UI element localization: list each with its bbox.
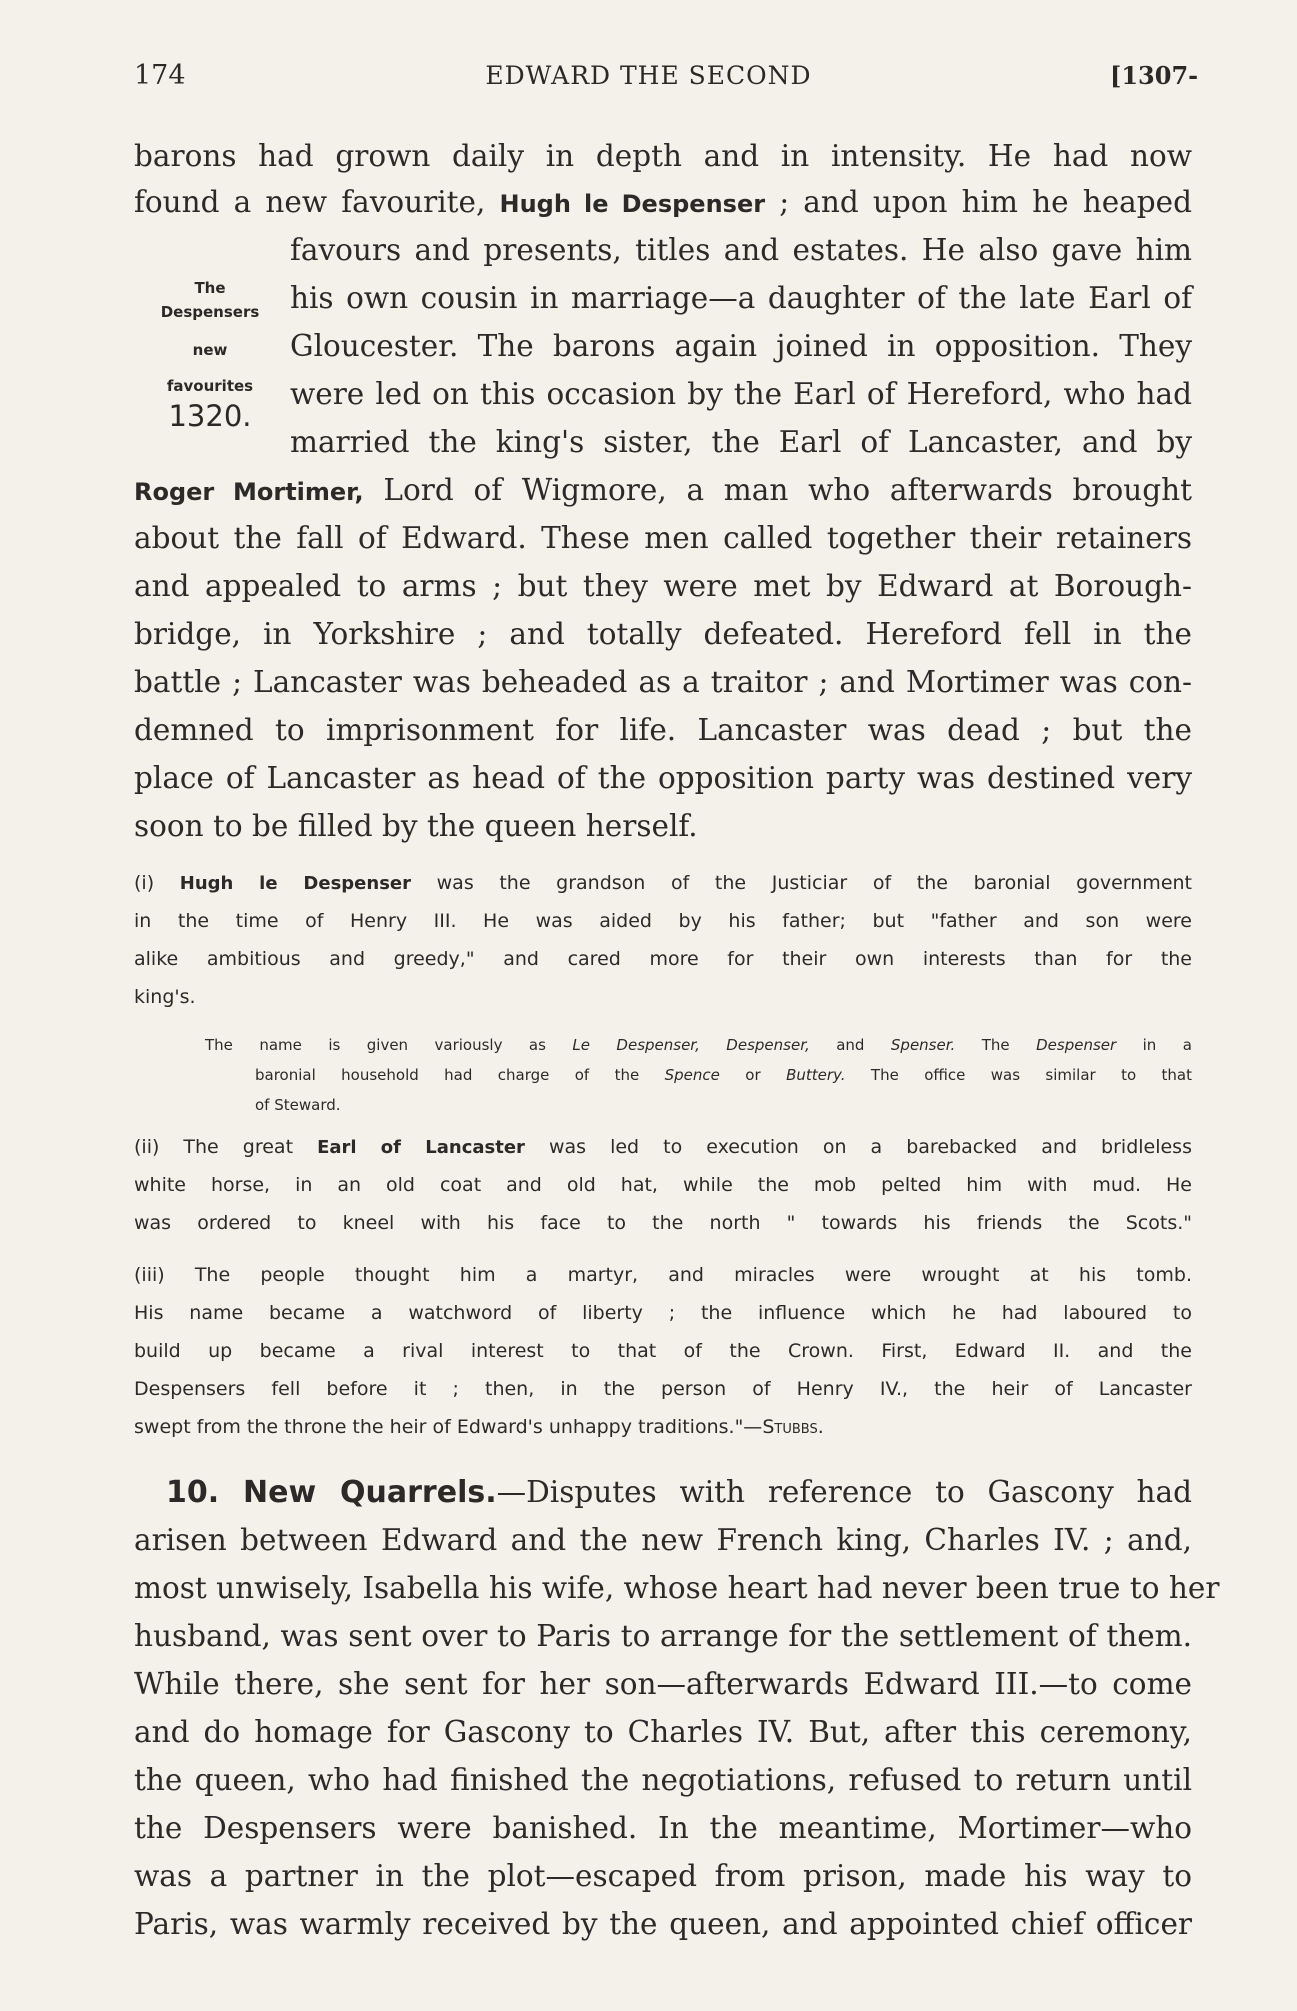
sidenote-year: 1320. xyxy=(168,399,252,433)
body-line: and appealed to arms ; but they were met by Edward at Borough- xyxy=(134,569,1192,603)
note-line: white horse, in an old coat and old hat, while the mob pelted him with mud. He xyxy=(134,1174,1192,1196)
note-line: king's. xyxy=(134,986,196,1008)
body-line: were led on this occasion by the Earl of Hereford, who had xyxy=(290,377,1192,411)
body-line: Roger Mortimer, Lord of Wigmore, a man who afterwards brought xyxy=(134,473,1193,507)
subnote-line: baronial household had charge of the Spence or Buttery. The office was similar to that xyxy=(255,1066,1192,1084)
subnote-line: of Steward. xyxy=(255,1096,341,1114)
page-number: 174 xyxy=(134,60,186,91)
body-line: most unwisely, Isabella his wife, whose heart had never been true to her xyxy=(134,1571,1220,1605)
body-line: demned to imprisonment for life. Lancaster was dead ; but the xyxy=(134,713,1192,747)
note-line: (iii) The people thought him a martyr, and miracles were wrought at his tomb. xyxy=(134,1264,1192,1286)
body-line: his own cousin in marriage—a daughter of the late Earl of xyxy=(290,281,1192,315)
section-first-line: 10. New Quarrels.—Disputes with reference to Gascony had xyxy=(166,1475,1192,1510)
body-line: was a partner in the plot—escaped from prison, made his way to xyxy=(134,1859,1192,1893)
body-line: married the king's sister, the Earl of Lancaster, and by xyxy=(290,425,1192,459)
body-line: about the fall of Edward. These men called together their retainers xyxy=(134,521,1192,555)
body-line: the queen, who had finished the negotiations, refused to return until xyxy=(134,1763,1192,1797)
body-line: and do homage for Gascony to Charles IV. But, after this ceremony, xyxy=(134,1715,1192,1749)
running-title: EDWARD THE SECOND xyxy=(485,61,812,90)
note-line: swept from the throne the heir of Edward's unhappy traditions."—Stubbs. xyxy=(134,1416,824,1438)
body-line: battle ; Lancaster was beheaded as a traitor ; and Mortimer was con- xyxy=(134,665,1192,699)
note-line: (i) Hugh le Despenser was the grandson of the Justiciar of the baronial government xyxy=(134,872,1192,894)
note-line: His name became a watchword of liberty ; the influence which he had laboured to xyxy=(134,1302,1192,1324)
body-line: arisen between Edward and the new French king, Charles IV. ; and, xyxy=(134,1523,1192,1557)
citation-stubbs: Stubbs. xyxy=(762,1416,824,1438)
person-name-hugh-le-despenser: Hugh le Despenser xyxy=(499,190,766,218)
sidenote-line: The xyxy=(194,279,226,297)
body-line: While there, she sent for her son—afterwards Edward III.—to come xyxy=(134,1667,1192,1701)
note-line: (ii) The great Earl of Lancaster was led to execution on a barebacked and bridleless xyxy=(134,1136,1192,1158)
section-heading: 10. New Quarrels. xyxy=(166,1475,497,1510)
person-name-earl-of-lancaster: Earl of Lancaster xyxy=(317,1137,525,1158)
body-line: place of Lancaster as head of the opposition party was destined very xyxy=(134,761,1192,795)
person-name-roger-mortimer: Roger Mortimer, xyxy=(134,478,364,506)
body-line: favours and presents, titles and estates. He also gave him xyxy=(290,233,1192,267)
body-line: Gloucester. The barons again joined in opposition. They xyxy=(290,329,1192,363)
body-line: barons had grown daily in depth and in intensity. He had now xyxy=(134,139,1192,173)
body-line: husband, was sent over to Paris to arrange for the settlement of them. xyxy=(134,1619,1192,1653)
sidenote-line: Despensers xyxy=(160,303,260,321)
note-line: alike ambitious and greedy," and cared more for their own interests than for the xyxy=(134,948,1192,970)
body-line: found a new favourite, Hugh le Despenser ; and upon him he heaped xyxy=(134,185,1192,219)
person-name-hugh-le-despenser: Hugh le Despenser xyxy=(179,873,411,894)
note-line: in the time of Henry III. He was aided by his father; but "father and son were xyxy=(134,910,1192,932)
sidenote-line: new xyxy=(192,341,228,359)
body-line: bridge, in Yorkshire ; and totally defeated. Hereford fell in the xyxy=(134,617,1192,651)
body-line: soon to be filled by the queen herself. xyxy=(134,809,698,843)
body-line: the Despensers were banished. In the meantime, Mortimer—who xyxy=(134,1811,1192,1845)
sidenote-line: favourites xyxy=(166,377,254,395)
running-date: [1307- xyxy=(1110,61,1199,90)
body-line: Paris, was warmly received by the queen, and appointed chief officer xyxy=(134,1907,1192,1941)
note-line: build up became a rival interest to that of the Crown. First, Edward II. and the xyxy=(134,1340,1192,1362)
subnote-line: The name is given variously as Le Despenser, Despenser, and Spenser. The Despenser in a xyxy=(205,1036,1192,1054)
note-line: Despensers fell before it ; then, in the person of Henry IV., the heir of Lancaster xyxy=(134,1378,1192,1400)
note-line: was ordered to kneel with his face to the north " towards his friends the Scots." xyxy=(134,1212,1192,1234)
